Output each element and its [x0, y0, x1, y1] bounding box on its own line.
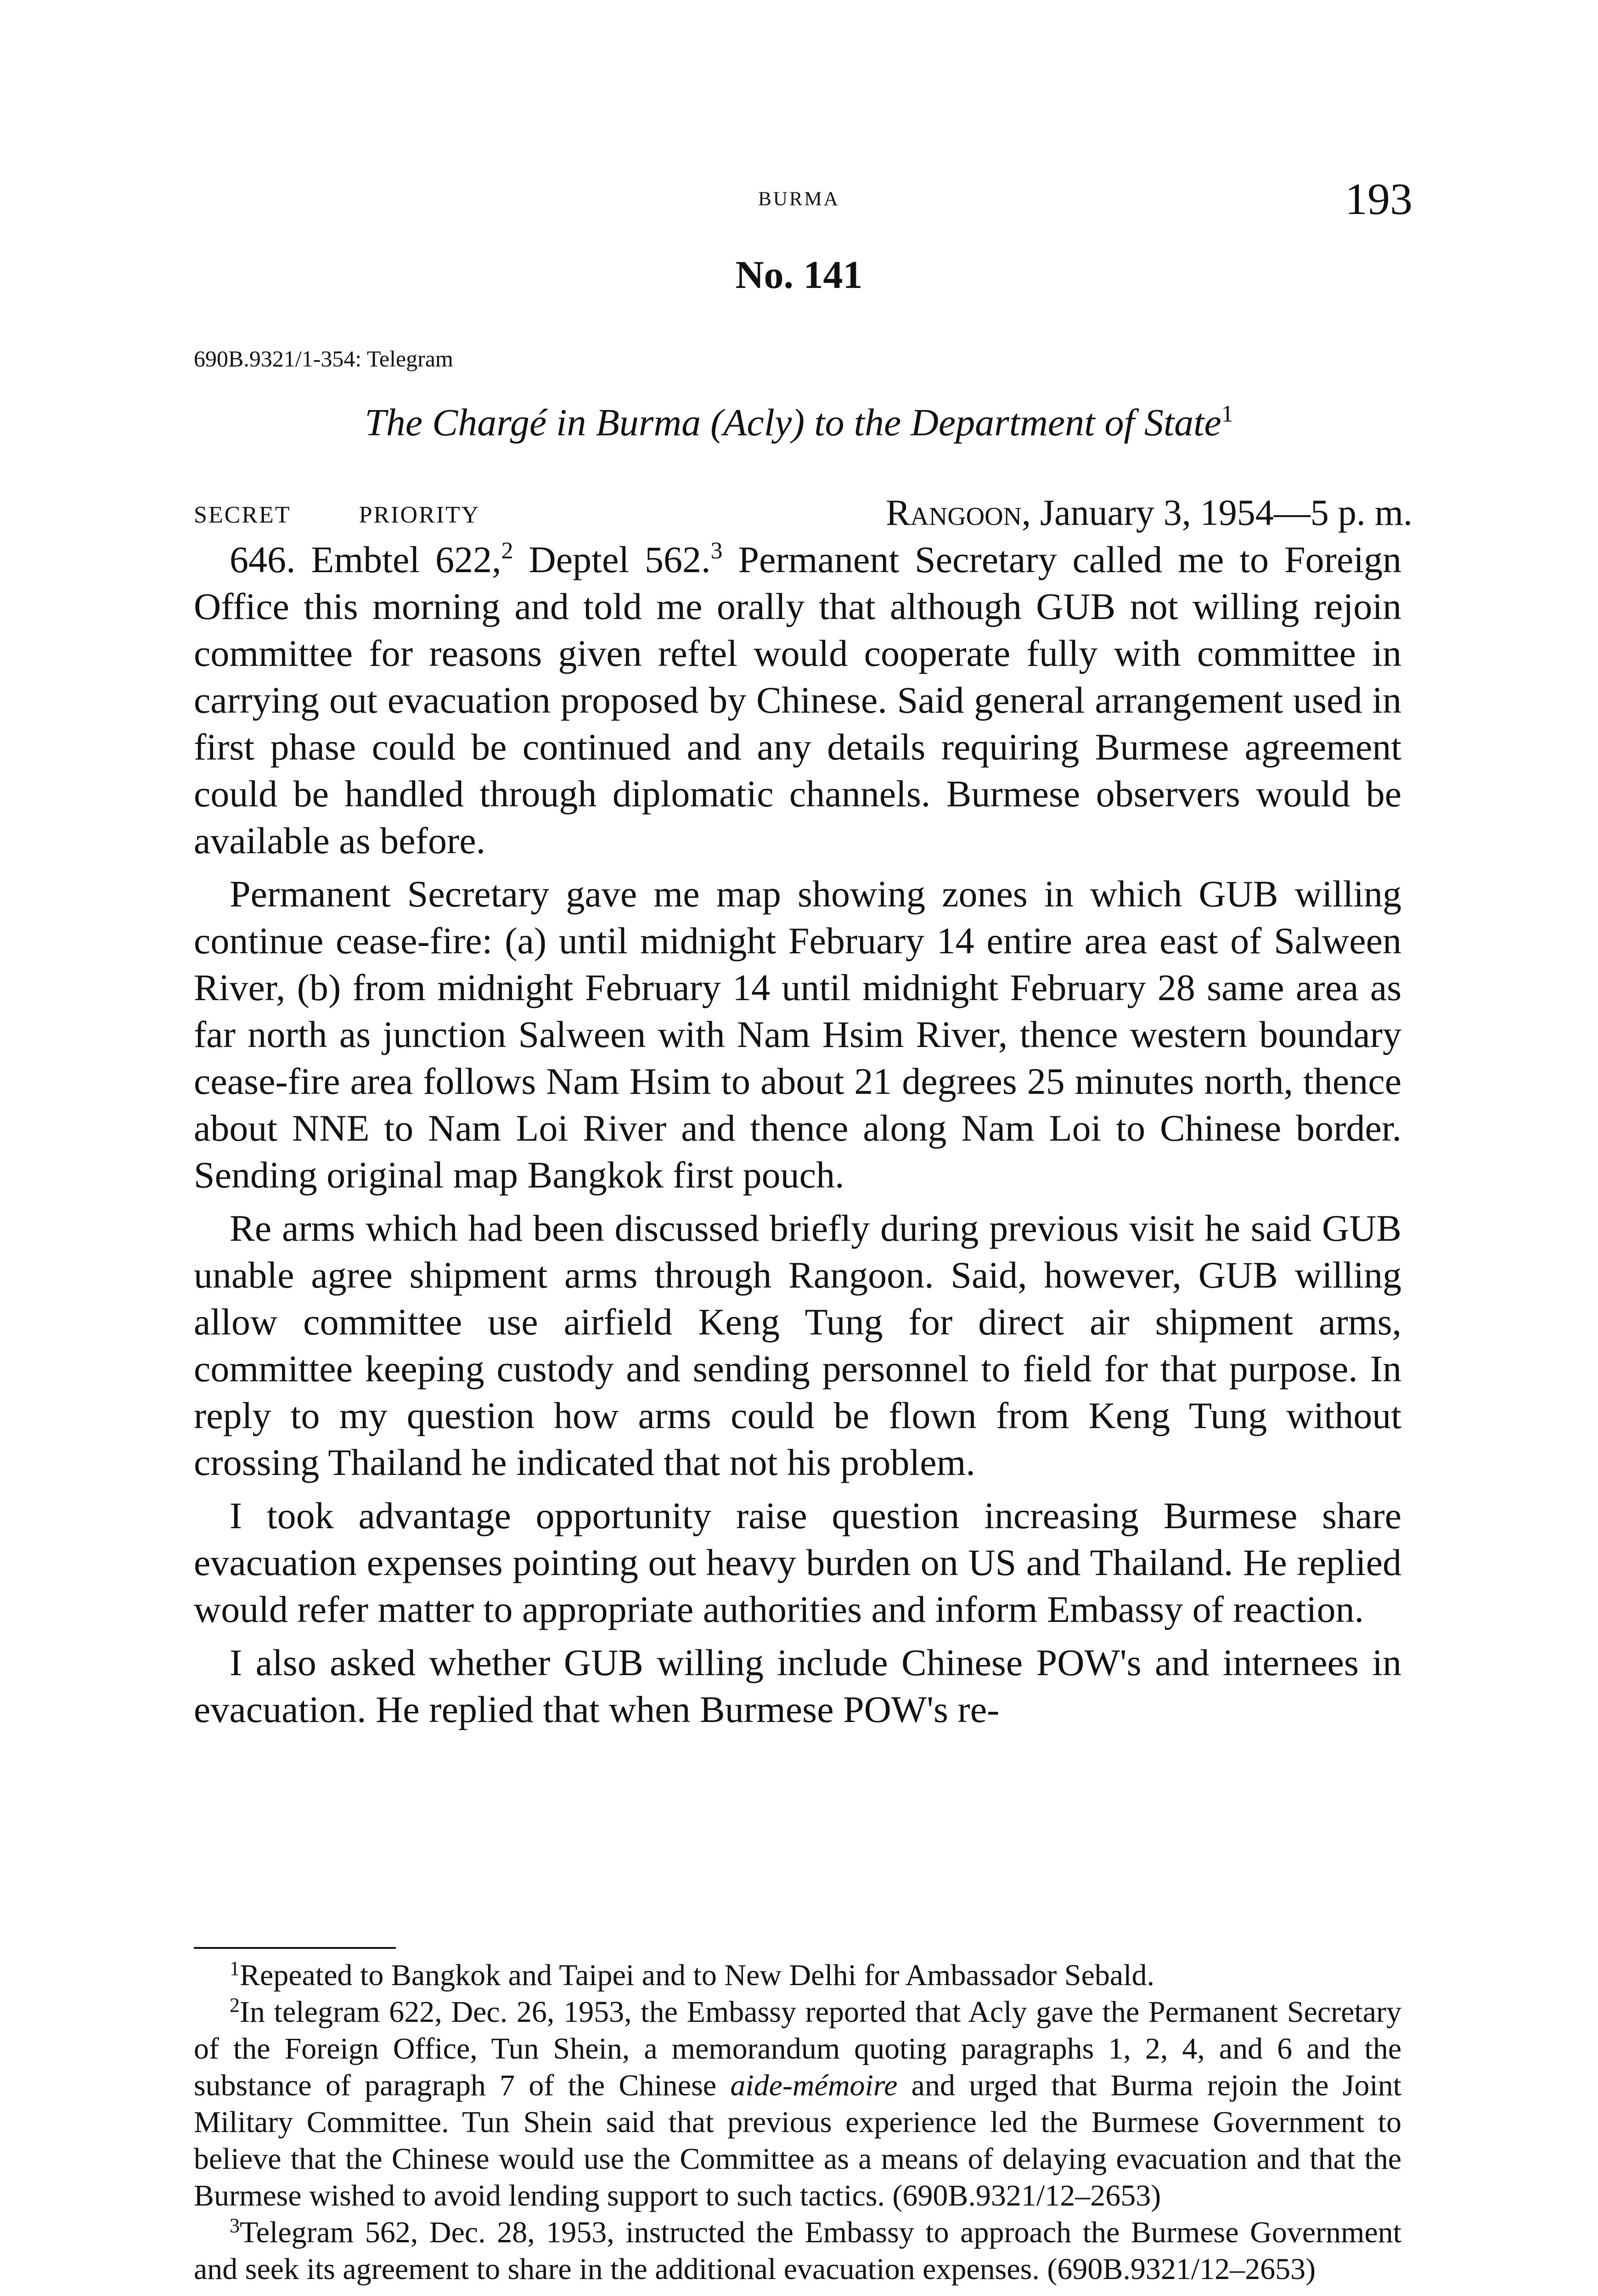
footnote-3	[194, 2214, 1401, 2288]
document-title-text: The Chargé in Burma (Acly) to the Department of State	[365, 401, 1221, 444]
telegram-body	[194, 536, 1401, 1733]
footnote-2-text-b: and urged that Burma rejoin the Joint Military Committee. Tun Shein said that previous experience led the Burmese Government to believe that the Chinese would use the Committee as a means of delaying evacuation and that the Burmese wished to avoid lending support to such tactics. (690B.9321/12–2653)	[194, 2069, 1401, 2212]
footnote-1-text: Repeated to Bangkok and Taipei and to New Delhi for Ambassador Sebald.	[240, 1958, 1155, 1992]
footnote-ref-1: 1	[1221, 401, 1233, 427]
paragraph-3: Re arms which had been discussed briefly during previous visit he said GUB unable agree shipment arms through Rangoon. Said, however, GUB willing allow committee use airfield Keng Tung for direct air shipment arms, committee keeping custody and sending personnel to field for that purpose. In reply to my question how arms could be flown from Keng Tung without crossing Thailand he indicated that not his problem.	[194, 1207, 1401, 1483]
footnote-ref-2: 2	[501, 538, 513, 564]
running-head: burma	[758, 180, 840, 212]
paragraph-1-mid: Deptel 562.	[513, 539, 711, 580]
dateline-place: Rangoon,	[885, 493, 1031, 533]
footnote-ref-3: 3	[710, 538, 723, 564]
priority-label: PRIORITY	[359, 502, 480, 528]
document-number: No. 141	[735, 253, 863, 297]
dateline	[886, 492, 1412, 534]
footnotes	[194, 1957, 1401, 2288]
paragraph-1-start: 646. Embtel 622,	[230, 539, 501, 580]
file-reference: 690B.9321/1-354: Telegram	[194, 346, 453, 371]
paragraph-1	[194, 536, 1401, 864]
footnote-divider	[194, 1947, 396, 1949]
paragraph-1-rest: Permanent Secretary called me to Foreign Office this morning and told me orally that although GUB not willing rejoin committee for reasons given reftel would cooperate fully with committee in carrying out evacuation proposed by Chinese. Said general arrangement used in first phase could be continued and any details requiring Burmese agreement could be handled through diplomatic channels. Burmese observers would be available as before.	[194, 539, 1401, 861]
footnote-3-text: Telegram 562, Dec. 28, 1953, instructed the Embassy to approach the Burmese Government and seek its agreement to share in the additional evacuation expenses. (690B.9321/12–2653)	[194, 2216, 1401, 2286]
footnote-1-mark: 1	[230, 1957, 240, 1980]
classification-label: SECRET	[194, 502, 291, 528]
paragraph-5: I also asked whether GUB willing include Chinese POW's and internees in evacuation. He replied that when Burmese POW's re-	[194, 1642, 1401, 1730]
footnote-2-mark: 2	[230, 1994, 240, 2016]
classification-line	[194, 501, 548, 529]
footnote-1	[194, 1957, 1401, 1994]
paragraph-2: Permanent Secretary gave me map showing zones in which GUB willing continue cease-fire: (a) until midnight February 14 entire area east of Salween River, (b) from midnight February 14 until midnight February 28 same area as far north as junction Salween with Nam Hsim River, thence western boundary cease-fire area follows Nam Hsim to about 21 degrees 25 minutes north, thence about NNE to Nam Loi River and thence along Nam Loi to Chinese border. Sending original map Bangkok first pouch.	[194, 873, 1401, 1196]
document-title	[0, 400, 1598, 445]
footnote-3-mark: 3	[230, 2214, 240, 2237]
footnote-2-text-a: In telegram 622, Dec. 26, 1953, the Embassy reported that Acly gave the Permanent Secretary of the Foreign Office, Tun Shein, a memorandum quoting paragraphs 1, 2, 4, and 6 and the substance of paragraph 7 of the Chinese	[194, 1995, 1401, 2102]
paragraph-4: I took advantage opportunity raise question increasing Burmese share evacuation expenses pointing out heavy burden on US and Thailand. He replied would refer matter to appropriate authorities and inform Embassy of reaction.	[194, 1495, 1401, 1630]
dateline-date: January 3, 1954—5 p. m.	[1040, 493, 1412, 533]
footnote-2	[194, 1994, 1401, 2214]
page-number: 193	[1345, 174, 1412, 224]
footnote-2-italic: aide-mémoire	[730, 2069, 898, 2102]
